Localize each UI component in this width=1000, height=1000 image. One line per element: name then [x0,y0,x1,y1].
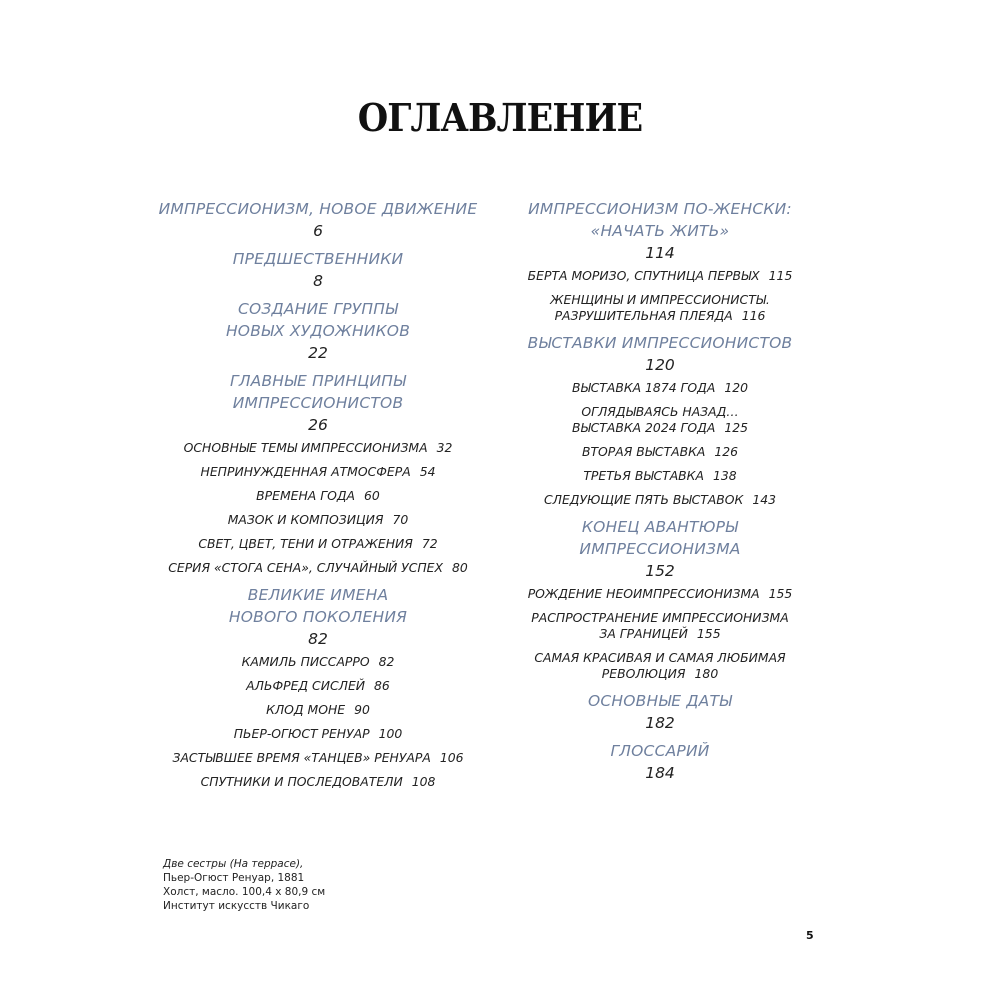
section-page-number: 26 [308,416,328,434]
section-title[interactable] [490,332,830,354]
toc-entry[interactable] [148,536,488,552]
toc-entry[interactable] [490,292,830,324]
entry-line [148,488,488,504]
section-title[interactable] [490,516,830,560]
toc-entry[interactable] [148,440,488,456]
section-page-number: 184 [645,764,675,782]
entry-line [148,678,488,694]
entry-line [490,666,830,682]
section-page-number: 82 [308,630,328,648]
entry-line [490,610,830,626]
section-title-line: ПРЕДШЕСТВЕННИКИ [232,250,404,268]
entry-page-number: 108 [411,774,436,789]
entry-line [490,380,830,396]
entry-text: БЕРТА МОРИЗО, СПУТНИЦА ПЕРВЫХ [527,268,760,283]
entry-text: ВЫСТАВКА 2024 ГОДА [572,420,716,435]
toc-entry[interactable] [148,512,488,528]
entry-text: ТРЕТЬЯ ВЫСТАВКА [583,468,704,483]
entry-line [148,536,488,552]
entry-text: ПЬЕР-ОГЮСТ РЕНУАР [233,726,370,741]
entry-page-number: 80 [452,560,468,575]
entry-page-number: 82 [378,654,395,669]
entry-line [490,468,830,484]
section-title-line: НОВЫХ ХУДОЖНИКОВ [225,322,411,340]
entry-page-number: 106 [439,750,464,765]
entry-text: ЗА ГРАНИЦЕЙ [599,626,688,641]
entry-page-number: 155 [768,586,793,601]
toc-section [148,198,488,242]
entry-page-number: 155 [696,626,721,641]
entry-text: ЗАСТЫВШЕЕ ВРЕМЯ «ТАНЦЕВ» РЕНУАРА [172,750,431,765]
entry-line [490,292,830,308]
section-page-number: 114 [645,244,675,262]
toc-entry[interactable] [148,702,488,718]
entry-text: КЛОД МОНЕ [266,702,346,717]
entry-text: СЛЕДУЮЩИЕ ПЯТЬ ВЫСТАВОК [544,492,744,507]
section-title[interactable] [490,690,830,712]
section-title-line: СОЗДАНИЕ ГРУППЫ [237,300,399,318]
entry-line [148,512,488,528]
toc-section [490,198,830,324]
toc-section [490,516,830,682]
entry-text: СПУТНИКИ И ПОСЛЕДОВАТЕЛИ [200,774,403,789]
toc-entry[interactable] [490,404,830,436]
section-page-number: 22 [308,344,328,362]
section-title[interactable] [148,584,488,628]
entry-text: ЖЕНЩИНЫ И ИМПРЕССИОНИСТЫ. [550,292,770,307]
toc-column-right [490,198,830,790]
toc-section [148,584,488,790]
entry-text: СВЕТ, ЦВЕТ, ТЕНИ И ОТРАЖЕНИЯ [198,536,413,551]
toc-section [148,370,488,576]
section-page-number: 8 [313,272,323,290]
entry-page-number: 32 [436,440,453,455]
toc-entry[interactable] [490,586,830,602]
section-title-line: ГЛАВНЫЕ ПРИНЦИПЫ [229,372,406,390]
section-title-line: ВЫСТАВКИ ИМПРЕССИОНИСТОВ [527,334,793,352]
toc-column-left [148,198,488,798]
toc-entry[interactable] [148,774,488,790]
image-caption [163,857,325,913]
toc-entry[interactable] [148,560,488,576]
toc-entry[interactable] [490,650,830,682]
entry-text: ОСНОВНЫЕ ТЕМЫ ИМПРЕССИОНИЗМА [183,440,428,455]
entry-line [148,440,488,456]
entry-line [490,650,830,666]
section-title[interactable] [148,298,488,342]
toc-entry[interactable] [490,610,830,642]
page-title: ОГЛАВЛЕНИЕ [357,95,643,140]
entry-line [148,464,488,480]
entry-page-number: 90 [354,702,370,717]
toc-entry[interactable] [490,492,830,508]
section-title-line: КОНЕЦ АВАНТЮРЫ [581,518,739,536]
section-title-line: ИМПРЕССИОНИЗМА [579,540,741,558]
toc-entry[interactable] [490,468,830,484]
entry-page-number: 70 [392,512,409,527]
toc-entry[interactable] [148,464,488,480]
entry-text: РЕВОЛЮЦИЯ [601,666,686,681]
page-number: 5 [806,929,814,942]
toc-section [490,690,830,734]
entry-page-number: 54 [419,464,436,479]
entry-page-number: 115 [768,268,793,283]
entry-text: РОЖДЕНИЕ НЕОИМПРЕССИОНИЗМА [527,586,760,601]
toc-entry[interactable] [148,750,488,766]
toc-entry[interactable] [148,654,488,670]
section-title-line: НОВОГО ПОКОЛЕНИЯ [228,608,408,626]
entry-text: НЕПРИНУЖДЕННАЯ АТМОСФЕРА [200,464,411,479]
entry-page-number: 60 [364,488,380,503]
section-title-line: ИМПРЕССИОНИЗМ ПО-ЖЕНСКИ: [528,200,792,218]
section-title[interactable] [490,740,830,762]
section-title-line: «НАЧАТЬ ЖИТЬ» [590,222,730,240]
caption-artist: Пьер-Огюст Ренуар, 1881 [163,872,305,884]
entry-page-number: 86 [374,678,390,693]
section-title-line: ОСНОВНЫЕ ДАТЫ [587,692,733,710]
toc-section [148,298,488,364]
section-title-line: ИМПРЕССИОНИСТОВ [232,394,404,412]
entry-text: СЕРИЯ «СТОГА СЕНА», СЛУЧАЙНЫЙ УСПЕХ [168,560,443,575]
toc-section [490,332,830,508]
entry-line [148,560,488,576]
caption-medium: Холст, масло. 100,4 x 80,9 см [163,886,326,898]
entry-line [490,420,830,436]
entry-line [490,626,830,642]
toc-entry[interactable] [490,444,830,460]
toc-section [490,740,830,784]
toc-entry[interactable] [148,726,488,742]
entry-line [148,702,488,718]
entry-line [490,492,830,508]
entry-text: ОГЛЯДЫВАЯСЬ НАЗАД… [581,404,739,419]
entry-text: АЛЬФРЕД СИСЛЕЙ [246,678,366,693]
section-title-line: ИМПРЕССИОНИЗМ, НОВОЕ ДВИЖЕНИЕ [158,200,478,218]
entry-page-number: 72 [421,536,438,551]
entry-text: САМАЯ КРАСИВАЯ И САМАЯ ЛЮБИМАЯ [534,650,786,665]
section-title[interactable] [148,370,488,414]
entry-text: КАМИЛЬ ПИССАРРО [241,654,370,669]
section-title[interactable] [490,198,830,242]
entry-line [490,444,830,460]
entry-line [148,654,488,670]
entry-line [148,774,488,790]
entry-page-number: 120 [724,380,748,395]
section-page-number: 152 [645,562,675,580]
section-title-line: ГЛОССАРИЙ [610,742,710,760]
entry-page-number: 180 [694,666,719,681]
entry-text: ВРЕМЕНА ГОДА [256,488,356,503]
entry-page-number: 138 [712,468,737,483]
entry-line [148,750,488,766]
entry-page-number: 126 [714,444,739,459]
toc-entry[interactable] [148,488,488,504]
entry-text: РАЗРУШИТЕЛЬНАЯ ПЛЕЯДА [554,308,733,323]
entry-line [490,268,830,284]
entry-text: ВТОРАЯ ВЫСТАВКА [581,444,706,459]
entry-line [490,404,830,420]
toc-entry[interactable] [490,380,830,396]
caption-location: Институт искусств Чикаго [163,900,310,912]
entry-page-number: 125 [724,420,748,435]
entry-text: ВЫСТАВКА 1874 ГОДА [572,380,716,395]
entry-line [490,308,830,324]
caption-artwork-title: Две сестры (На террасе), [163,858,304,870]
entry-line [490,586,830,602]
entry-page-number: 116 [741,308,766,323]
entry-page-number: 100 [378,726,403,741]
entry-text: МАЗОК И КОМПОЗИЦИЯ [227,512,384,527]
section-title[interactable] [148,248,488,270]
section-page-number: 6 [313,222,323,240]
entry-text: РАСПРОСТРАНЕНИЕ ИМПРЕССИОНИЗМА [531,610,789,625]
section-title[interactable] [148,198,488,220]
section-title-line: ВЕЛИКИЕ ИМЕНА [247,586,389,604]
entry-line [148,726,488,742]
section-page-number: 120 [645,356,675,374]
entry-page-number: 143 [752,492,776,507]
toc-entry[interactable] [490,268,830,284]
toc-entry[interactable] [148,678,488,694]
section-page-number: 182 [645,714,675,732]
toc-section [148,248,488,292]
